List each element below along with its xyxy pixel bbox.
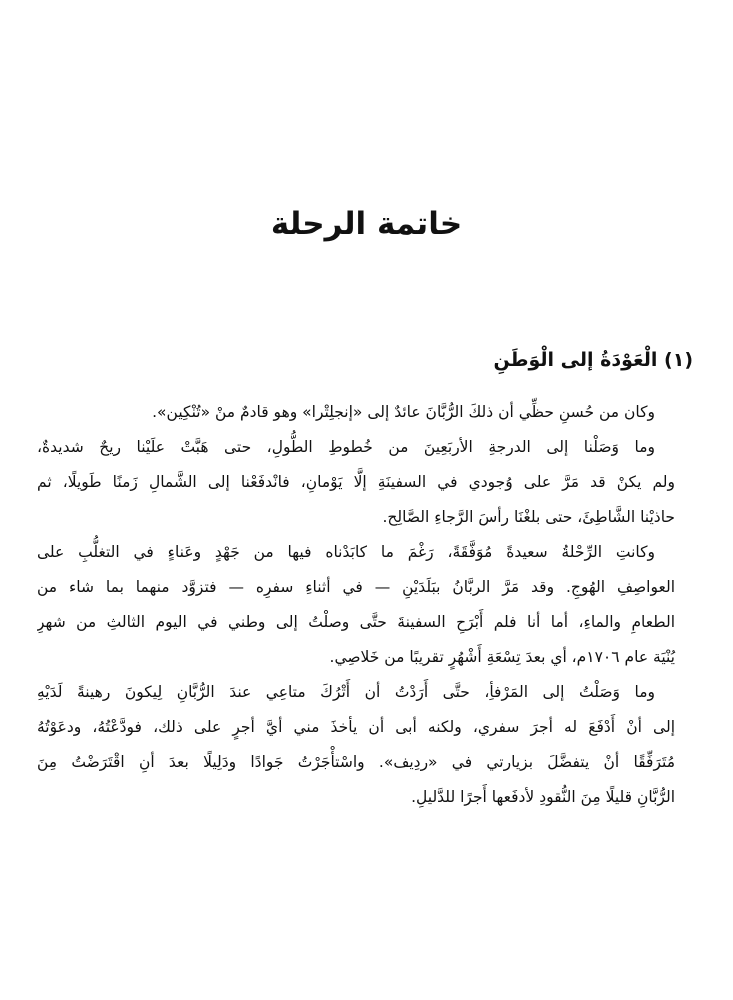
text-line: مُتَرَفِّقًا أنْ يتفضَّلَ بزيارتي في «ردِيف». واسْتأْجَرْتُ جَوادًا ودَلِيلًا بعدَ أنِ اقْتَرَضْتُ مِنَ <box>37 753 675 771</box>
text-line: العواصِفِ الهُوجِ. وقد مَرَّ الربَّانُ ببَلَدَيْنِ — في أثناءِ سفرِه — فتزوَّد منهما بما شاء من <box>37 578 675 596</box>
chapter-title: خاتمة الرحلة <box>270 206 463 242</box>
text-line: وكانتِ الرِّحْلةُ سعيدةً مُوَفَّقَةً، رَغْمَ ما كابَدْناه فيها من جَهْدٍ وعَناءٍ في التغلُّبِ على <box>37 543 655 561</box>
text-line: الرُّبَّانِ قليلًا مِنَ النُّقودِ لأدفَعها أَجرًا للدَّليلِ. <box>411 788 675 806</box>
paragraph <box>37 395 693 430</box>
text-line: وما وَصَلْتُ إلى المَرْفأِ، حتَّى أَرَدْتُ أن أَتْرُكَ متاعِي عندَ الرُّبَّانِ لِيكونَ رهينةً لَدَيْهِ <box>37 683 655 701</box>
paragraph <box>37 535 693 675</box>
text-line: ولم يكنْ قد مَرَّ على وُجودي في السفينَةِ إلَّا يَوْمانِ، فانْدفَعْنا إلى الشَّمالِ زَمنًا طَويلًا، ثم <box>37 473 675 491</box>
body-text <box>37 395 693 815</box>
text-line: وكان من حُسنِ حظِّي أن ذلكَ الرُّبَّانَ عائدٌ إلى «إنجلِتْرا» وهو قادمٌ منْ «تُنْكِين». <box>152 403 655 421</box>
text-line: الطعامِ والماءِ، أما أنا فلم أَبْرَحِ السفينةَ حتَّى وصلْتُ إلى وطني في اليوم الثالثِ من شهرِ <box>37 613 675 631</box>
section-heading: (١) الْعَوْدَةُ إلى الْوَطَنِ <box>493 349 693 371</box>
text-line: يُنْيَة عام ١٧٠٦م، أي بعدَ تِسْعَةِ أَشْهُرٍ تقريبًا من خَلاصِي. <box>329 648 675 666</box>
paragraph <box>37 430 693 535</box>
text-line: إلى أنْ أَدْفَعَ له أجرَ سفري، ولكنه أبى أن يأخذَ مني أيَّ أجرٍ على ذلك، فودَّعْتُهُ، ودعَوْتُهُ <box>37 718 675 736</box>
paragraph <box>37 675 693 815</box>
text-line: حاذيْنا الشَّاطِئَ، حتى بلغْنَا رأسَ الرَّجاءِ الصَّالِح. <box>382 508 675 526</box>
text-line: وما وَصَلْنا إلى الدرجةِ الأربَعِينَ من خُطوطِ الطُّولِ، حتى هَبَّتْ علَيْنا ريحٌ شديدةٌ، <box>37 438 655 456</box>
